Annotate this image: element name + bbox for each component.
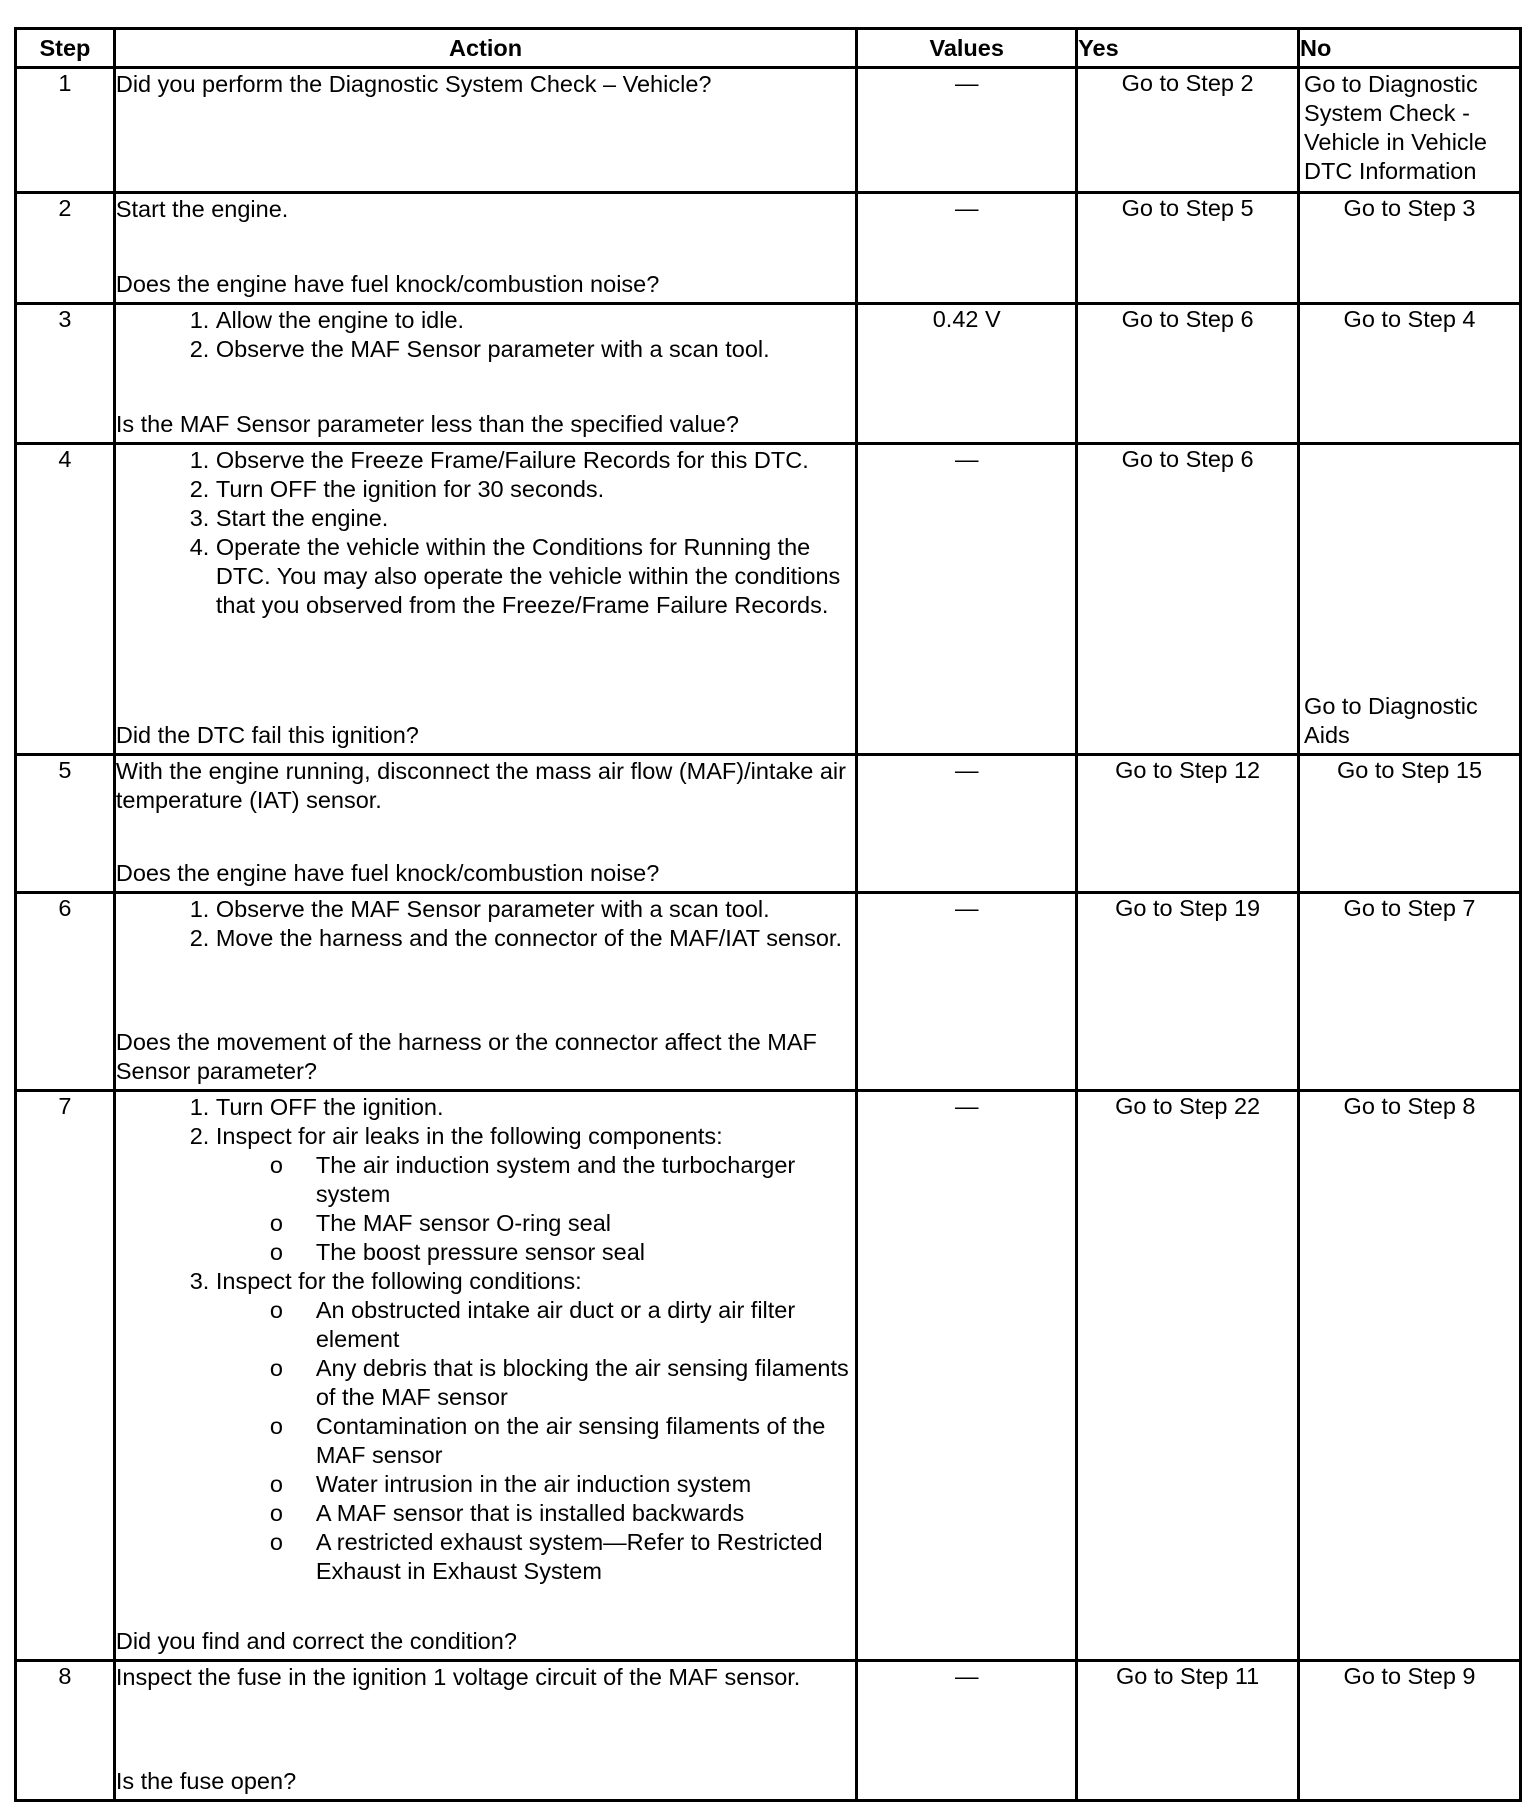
value-cell: —	[857, 1091, 1077, 1661]
table-row	[16, 893, 1521, 1091]
no-cell	[1299, 755, 1521, 893]
table-row	[16, 193, 1521, 304]
step-number: 8	[16, 1661, 115, 1801]
action-step-item	[216, 1093, 855, 1122]
action-cell	[114, 304, 856, 444]
header-values: Values	[857, 29, 1077, 68]
value-cell: —	[857, 193, 1077, 304]
action-step-item	[216, 1267, 855, 1586]
header-action: Action	[114, 29, 856, 68]
yes-cell	[1077, 304, 1299, 444]
yes-link[interactable]: Go to Step 6	[1121, 306, 1254, 332]
sub-item: o A restricted exhaust system—Refer to Restricted Exhaust in Exhaust System	[316, 1528, 855, 1586]
table-row	[16, 755, 1521, 893]
value-cell: —	[857, 893, 1077, 1091]
sub-item: o Contamination on the air sensing filaments of the MAF sensor	[316, 1412, 855, 1470]
step-number: 3	[16, 304, 115, 444]
action-text: Start the engine.	[115, 196, 289, 222]
action-step-item: 1. Allow the engine to idle.	[216, 306, 855, 335]
action-step-item: 1. Observe the MAF Sensor parameter with a scan tool.	[216, 895, 855, 924]
sub-item: o Water intrusion in the air induction system	[316, 1470, 855, 1499]
action-steps	[116, 895, 855, 953]
step-number: 1	[16, 68, 115, 193]
yes-cell	[1077, 1091, 1299, 1661]
sub-item: o Any debris that is blocking the air sensing filaments of the MAF sensor	[316, 1354, 855, 1412]
no-cell	[1299, 193, 1521, 304]
yes-link[interactable]: Go to Step 19	[1115, 895, 1261, 921]
step-number: 2	[16, 193, 115, 304]
action-question: Does the movement of the harness or the connector affect the MAF Sensor parameter?	[115, 1029, 817, 1084]
yes-cell	[1077, 193, 1299, 304]
value-cell: —	[857, 1661, 1077, 1801]
no-cell	[1299, 68, 1521, 193]
sub-list	[216, 1151, 855, 1267]
action-step-text: Turn OFF the ignition.	[215, 1094, 444, 1120]
step-number: 4	[16, 444, 115, 755]
no-link[interactable]: Go to Step 7	[1343, 895, 1476, 921]
action-cell	[114, 755, 856, 893]
action-question: Did you find and correct the condition?	[115, 1628, 517, 1654]
yes-cell	[1077, 444, 1299, 755]
sub-item: o The air induction system and the turbocharger system	[316, 1151, 855, 1209]
yes-cell	[1077, 893, 1299, 1091]
no-link[interactable]: Go to Step 4	[1343, 306, 1476, 332]
value-cell: —	[857, 444, 1077, 755]
sub-item: o The MAF sensor O-ring seal	[316, 1209, 855, 1238]
yes-link[interactable]: Go to Step 22	[1115, 1093, 1261, 1119]
no-link[interactable]: Go to Step 9	[1343, 1663, 1476, 1689]
yes-link[interactable]: Go to Step 12	[1115, 757, 1261, 783]
no-cell	[1299, 893, 1521, 1091]
action-cell	[114, 68, 856, 193]
action-steps	[116, 306, 855, 364]
step-number: 7	[16, 1091, 115, 1661]
action-step-item: 2. Turn OFF the ignition for 30 seconds.	[216, 475, 855, 504]
sub-item: o An obstructed intake air duct or a dirty air filter element	[316, 1296, 855, 1354]
action-cell	[114, 444, 856, 755]
action-cell	[114, 1091, 856, 1661]
action-step-text: Inspect for air leaks in the following components:	[215, 1123, 723, 1149]
sub-item: o A MAF sensor that is installed backwards	[316, 1499, 855, 1528]
action-step-text: Inspect for the following conditions:	[215, 1268, 582, 1294]
action-cell	[114, 193, 856, 304]
header-step: Step	[16, 29, 115, 68]
value-cell: —	[857, 68, 1077, 193]
sub-list	[216, 1296, 855, 1586]
action-question: Does the engine have fuel knock/combustion noise?	[115, 271, 660, 297]
action-step-item: 2. Observe the MAF Sensor parameter with a scan tool.	[216, 335, 855, 364]
no-link[interactable]: Go to Step 3	[1343, 195, 1476, 221]
no-cell	[1299, 304, 1521, 444]
action-cell	[114, 1661, 856, 1801]
action-step-item: 4. Operate the vehicle within the Conditions for Running the DTC. You may also operate the vehicle within the conditions that you observed from the Freeze/Frame Failure Records.	[216, 533, 855, 620]
value-cell: 0.42 V	[857, 304, 1077, 444]
yes-cell	[1077, 68, 1299, 193]
diagnostic-table	[14, 27, 1522, 1802]
action-question: Is the fuse open?	[115, 1768, 297, 1794]
yes-cell	[1077, 755, 1299, 893]
table-row	[16, 68, 1521, 193]
step-number: 5	[16, 755, 115, 893]
action-steps	[116, 1093, 855, 1586]
action-step-item: 3. Start the engine.	[216, 504, 855, 533]
table-row	[16, 1091, 1521, 1661]
table-row	[16, 304, 1521, 444]
header-yes: Yes	[1077, 29, 1299, 68]
yes-link[interactable]: Go to Step 11	[1115, 1663, 1260, 1689]
no-link[interactable]: Go to Diagnostic System Check - Vehicle in Vehicle DTC Information	[1304, 71, 1487, 184]
step-number: 6	[16, 893, 115, 1091]
no-link[interactable]: Go to Step 8	[1343, 1093, 1476, 1119]
table-row	[16, 1661, 1521, 1801]
no-link[interactable]: Go to Diagnostic Aids	[1304, 693, 1478, 748]
no-cell	[1299, 1661, 1521, 1801]
value-cell: —	[857, 755, 1077, 893]
yes-cell	[1077, 1661, 1299, 1801]
no-link[interactable]: Go to Step 15	[1337, 757, 1483, 783]
action-text: Inspect the fuse in the ignition 1 voltage circuit of the MAF sensor.	[115, 1664, 801, 1690]
no-cell	[1299, 444, 1521, 755]
action-step-item	[216, 1122, 855, 1267]
action-steps	[116, 446, 855, 620]
no-cell	[1299, 1091, 1521, 1661]
table-row	[16, 444, 1521, 755]
header-row	[16, 29, 1521, 68]
action-cell	[114, 893, 856, 1091]
action-step-item: 1. Observe the Freeze Frame/Failure Records for this DTC.	[216, 446, 855, 475]
action-text: Did you perform the Diagnostic System Check – Vehicle?	[115, 71, 712, 97]
action-question: Did the DTC fail this ignition?	[115, 722, 419, 748]
yes-link[interactable]: Go to Step 2	[1121, 70, 1254, 96]
action-question: Is the MAF Sensor parameter less than the specified value?	[115, 411, 739, 437]
action-question: Does the engine have fuel knock/combustion noise?	[115, 860, 660, 886]
action-text: With the engine running, disconnect the mass air flow (MAF)/intake air temperature (IAT) sensor.	[115, 758, 846, 813]
header-no: No	[1299, 29, 1521, 68]
yes-link[interactable]: Go to Step 6	[1121, 446, 1254, 472]
yes-link[interactable]: Go to Step 5	[1121, 195, 1254, 221]
action-step-item: 2. Move the harness and the connector of the MAF/IAT sensor.	[216, 924, 855, 953]
sub-item: o The boost pressure sensor seal	[316, 1238, 855, 1267]
